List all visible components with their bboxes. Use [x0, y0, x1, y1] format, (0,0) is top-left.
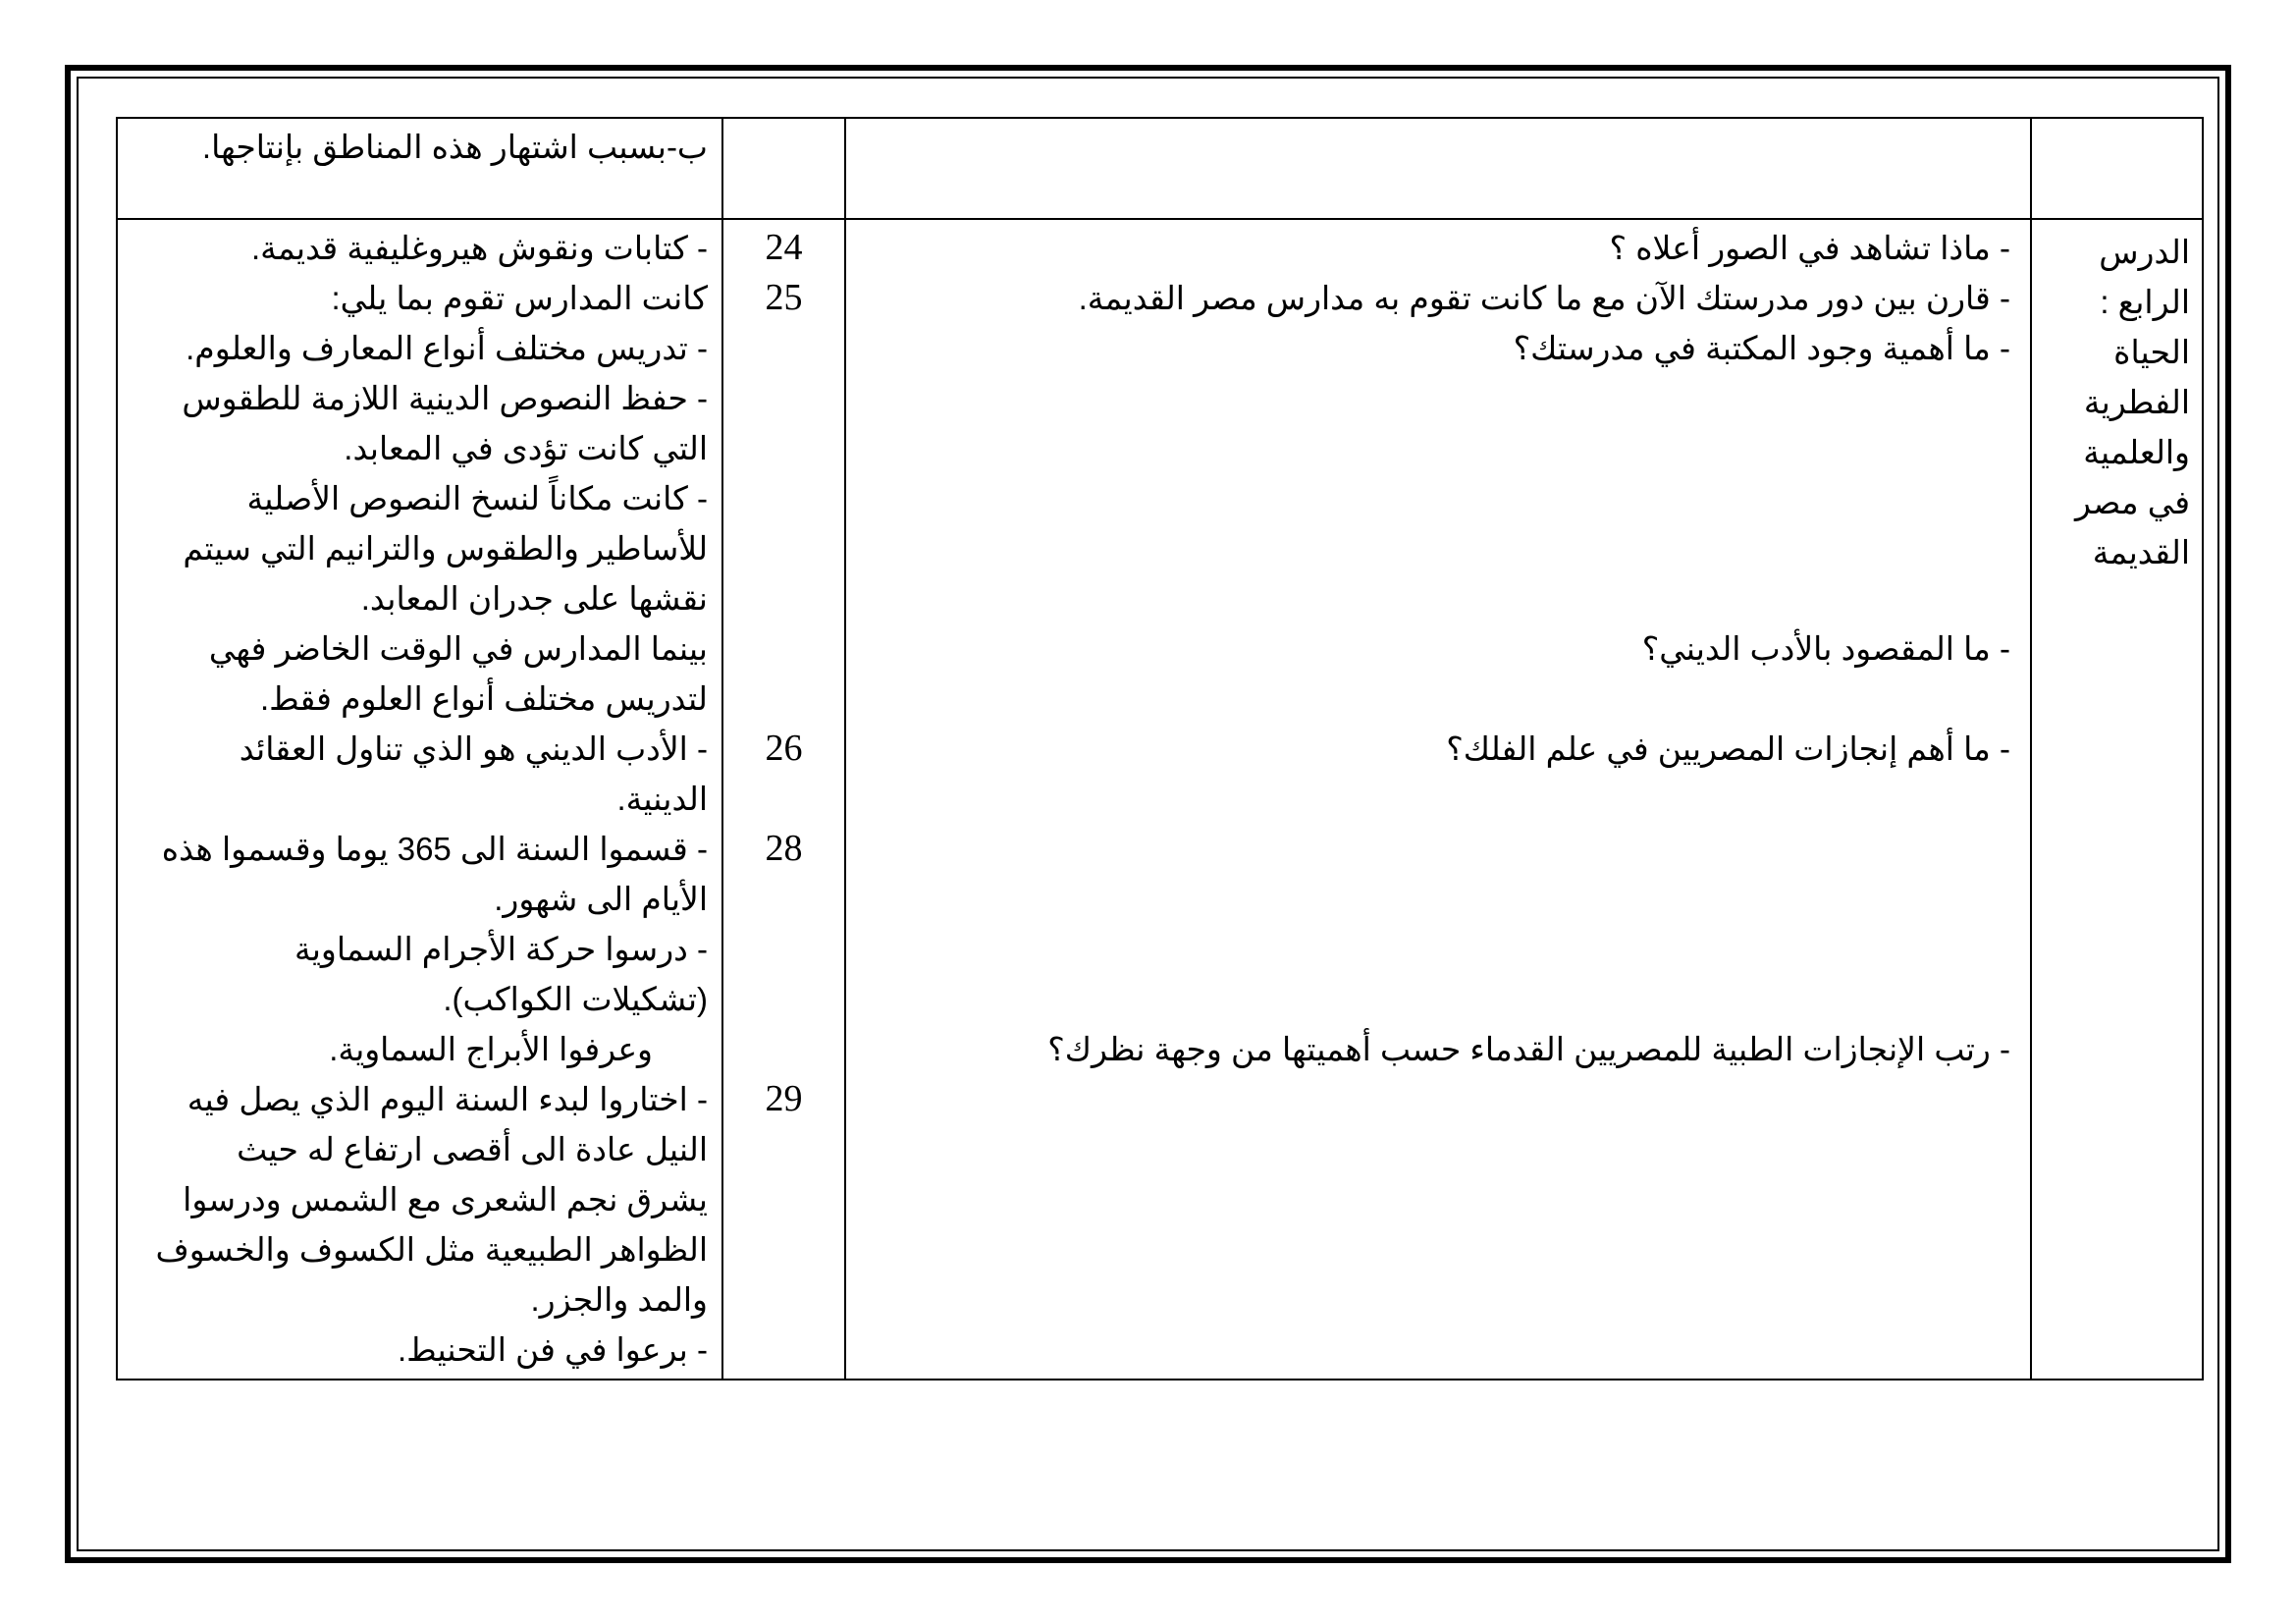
question-item: - رتب الإنجازات الطبية للمصريين القدماء حسب أهميتها من وجهة نظرك؟ — [1047, 1031, 2010, 1067]
lesson-title: الدرس الرابع : الحياة الفطرية والعلمية في مصر القديمة — [2075, 234, 2190, 570]
answer-text — [118, 220, 721, 1375]
answer-line: نقشها على جدران المعابد. — [360, 580, 708, 617]
answer-line: بينما المدارس في الوقت الخاضر فهي — [208, 630, 708, 667]
question-item: - قارن بين دور مدرستك الآن مع ما كانت تقوم به مدارس مصر القديمة. — [1078, 280, 2010, 316]
question-item: - ما أهم إنجازات المصريين في علم الفلك؟ — [1446, 731, 2010, 767]
page-number: 25 — [765, 277, 803, 318]
answer-line: كانت المدارس تقوم بما يلي: — [331, 280, 708, 316]
answer-line: النيل عادة الى أقصى ارتفاع له حيث — [237, 1131, 708, 1167]
lesson-title-cell — [2031, 118, 2203, 219]
questions-cell — [845, 219, 2031, 1380]
question-item: - ماذا تشاهد في الصور أعلاه ؟ — [1609, 230, 2010, 266]
answer-line: - درسوا حركة الأجرام السماوية — [294, 931, 708, 967]
answer-line: - قسموا السنة الى 365 يوما وقسموا هذه — [161, 831, 708, 867]
answer-line: لتدريس مختلف أنواع العلوم فقط. — [260, 680, 708, 717]
answer-line: - كتابات ونقوش هيروغليفية قديمة. — [250, 230, 708, 266]
answer-line: التي كانت تؤدى في المعابد. — [344, 430, 708, 466]
page-number-cell — [722, 219, 845, 1380]
answer-line: والمد والجزر. — [530, 1281, 708, 1318]
answer-line: الظواهر الطبيعية مثل الكسوف والخسوف — [155, 1231, 708, 1268]
answer-line: يشرق نجم الشعرى مع الشمس ودرسوا — [183, 1181, 708, 1218]
page-number: 24 — [765, 227, 803, 268]
answer-line: - تدريس مختلف أنواع المعارف والعلوم. — [186, 330, 708, 366]
answer-line: - اختاروا لبدء السنة اليوم الذي يصل فيه — [187, 1081, 708, 1117]
answer-line: الأيام الى شهور. — [494, 881, 708, 917]
answer-line: - برعوا في فن التحنيط. — [397, 1331, 708, 1368]
answer-line: (تشكيلات الكواكب). — [443, 981, 708, 1017]
table-row — [117, 219, 2203, 1380]
table-row — [117, 118, 2203, 219]
answer-text: ب-بسبب اشتهار هذه المناطق بإنتاجها. — [201, 129, 708, 165]
lesson-plan-table — [116, 117, 2204, 1380]
lesson-title-cell — [2031, 219, 2203, 1380]
page-number: 29 — [765, 1078, 803, 1119]
page-number-cell — [722, 118, 845, 219]
answer-line: الدينية. — [616, 781, 708, 817]
question-item: - ما المقصود بالأدب الديني؟ — [1641, 630, 2010, 667]
page-number: 28 — [765, 828, 803, 869]
answer-cell — [117, 118, 722, 219]
answer-line: وعرفوا الأبراج السماوية. — [329, 1031, 653, 1067]
answer-line: - الأدب الديني هو الذي تناول العقائد — [239, 731, 708, 767]
page-number: 26 — [765, 728, 803, 769]
answer-line: للأساطير والطقوس والترانيم التي سيتم — [183, 530, 708, 567]
answer-line: - كانت مكاناً لنسخ النصوص الأصلية — [246, 480, 708, 516]
question-item: - ما أهمية وجود المكتبة في مدرستك؟ — [1513, 330, 2010, 366]
answer-line: - حفظ النصوص الدينية اللازمة للطقوس — [182, 380, 708, 416]
questions-cell — [845, 118, 2031, 219]
answer-cell — [117, 219, 722, 1380]
